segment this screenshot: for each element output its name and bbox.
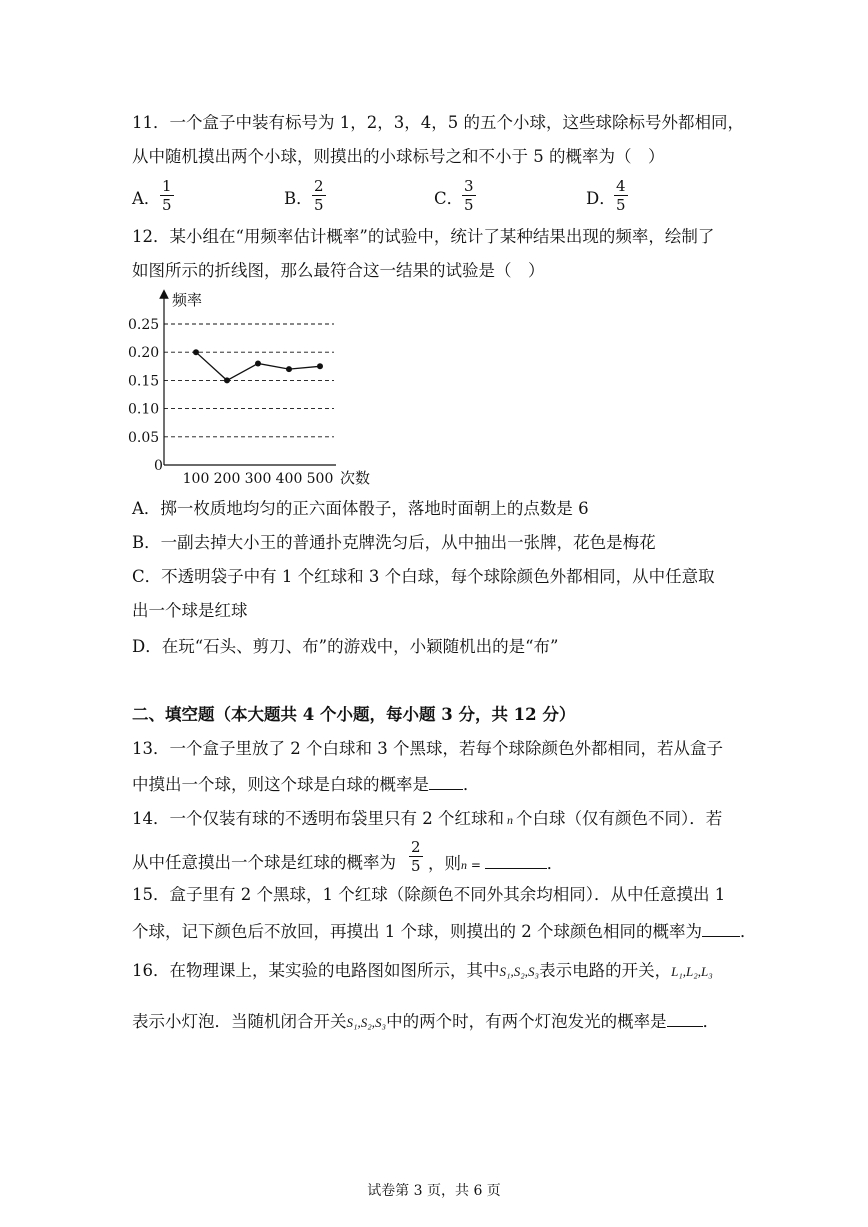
q11-line2: 从中随机摸出两个小球，则摸出的小球标号之和不小于 5 的概率为（ ）	[132, 147, 665, 166]
q12-line2: 如图所示的折线图，那么最符合这一结果的试验是（ ）	[132, 261, 545, 280]
q14-fraction	[409, 838, 423, 875]
fraction-denominator: 5	[314, 196, 324, 214]
data-point	[317, 363, 323, 369]
q14-equation-n: n	[461, 858, 467, 872]
q13-answer-blank[interactable]	[429, 773, 463, 790]
fraction-denominator: 5	[162, 196, 172, 214]
y-tick-labels	[128, 317, 163, 474]
x-axis-label: 次数	[340, 469, 371, 487]
fraction-denominator: 5	[616, 196, 626, 214]
y-tick-label: 0.15	[128, 373, 160, 390]
q11-option-a-fraction	[160, 177, 174, 214]
q16-line2	[132, 1010, 719, 1034]
y-tick-label: 0	[154, 458, 163, 474]
q16-period: ．	[702, 1012, 720, 1031]
q11-option-b-fraction	[312, 177, 326, 214]
q15-answer-blank[interactable]	[702, 920, 740, 937]
q14-period: ．	[546, 854, 564, 873]
fraction-denominator: 5	[411, 857, 421, 875]
q11-option-d-fraction	[614, 177, 628, 214]
q13-line2	[132, 773, 480, 796]
y-axis-label: 频率	[172, 291, 203, 309]
q14-line2-text-b: ，则	[428, 854, 461, 873]
q16-lamp-vars: L₁,L₂,L₃	[671, 964, 713, 979]
q11-line1: 11．一个盒子中装有标号为 1，2，3，4，5 的五个小球，这些球除标号外都相同，	[132, 113, 744, 132]
page-footer: 试卷第 3 页，共 6 页	[367, 1183, 501, 1199]
q14-answer-blank[interactable]	[485, 852, 547, 869]
fraction-numerator: 2	[411, 838, 421, 856]
q12-option-b: B．一副去掉大小王的普通扑克牌洗匀后，从中抽出一张牌，花色是梅花	[132, 533, 656, 552]
data-point	[286, 366, 292, 372]
fraction-numerator: 2	[314, 177, 324, 195]
q14-line2	[132, 852, 396, 874]
q14-line1-text-b: 个白球（仅有颜色不同）．若	[515, 809, 723, 828]
frequency-line-chart	[126, 288, 386, 488]
q12-option-d: D．在玩“石头、剪刀、布”的游戏中，小颖随机出的是“布”	[132, 637, 559, 656]
x-tick-label: 500	[306, 471, 334, 487]
q14-line1-text-a: 14．一个仅装有球的不透明布袋里只有 2 个红球和	[132, 809, 504, 828]
fraction-numerator: 4	[616, 177, 626, 195]
q11-option-b-letter: B．	[284, 189, 313, 208]
q12-option-c-line2: 出一个球是红球	[132, 601, 248, 620]
q15-line1: 15．盒子里有 2 个黑球，1 个红球（除颜色不同外其余均相同）．从中任意摸出 1	[132, 885, 726, 904]
q13-line2-text: 中摸出一个球，则这个球是白球的概率是	[132, 775, 429, 794]
q16-answer-blank[interactable]	[667, 1010, 703, 1027]
q12-option-c-line1: C．不透明袋子中有 1 个红球和 3 个白球，每个球除颜色外都相同，从中任意取	[132, 567, 715, 586]
y-tick-label: 0.20	[128, 345, 160, 362]
q16-switch-vars: S₁,S₂,S₃	[499, 964, 540, 979]
y-tick-label: 0.05	[128, 429, 160, 446]
q12-option-a: A．掷一枚质地均匀的正六面体骰子，落地时面朝上的点数是 6	[132, 499, 589, 518]
q14-equals: =	[467, 858, 485, 872]
y-tick-label: 0.10	[128, 401, 160, 418]
data-point	[224, 377, 230, 383]
data-point	[255, 360, 261, 366]
y-tick-label: 0.25	[128, 317, 160, 333]
fraction-numerator: 3	[464, 177, 474, 195]
chart-gridlines	[164, 324, 334, 437]
data-point	[193, 349, 199, 355]
q14-line1	[132, 808, 722, 831]
q16-line2-text-a: 表示小灯泡．当随机闭合开关	[132, 1012, 347, 1031]
x-tick-label: 200	[213, 471, 241, 487]
x-tick-label: 100	[182, 471, 210, 487]
q14-variable-n: n	[506, 813, 513, 827]
q13-line1: 13．一个盒子里放了 2 个白球和 3 个黑球，若每个球除颜色外都相同，若从盒子	[132, 739, 723, 758]
q15-line2	[132, 920, 756, 943]
fraction-numerator: 1	[162, 177, 172, 195]
chart-series	[193, 349, 323, 383]
section-title: 二、填空题（本大题共 4 个小题，每小题 3 分，共 12 分）	[132, 705, 576, 724]
q16-line2-text-b: 中的两个时，有两个灯泡发光的概率是	[386, 1012, 667, 1031]
q13-period: ．	[463, 775, 480, 794]
q11-option-a-letter: A．	[132, 189, 161, 208]
q15-period: ．	[739, 922, 757, 941]
q15-line2-text: 个球，记下颜色后不放回，再摸出 1 个球，则摸出的 2 个球颜色相同的概率为	[132, 922, 702, 941]
q16-switch-vars-2: S₁,S₂,S₃	[346, 1015, 387, 1030]
q11-option-c-fraction	[462, 177, 476, 214]
q12-line1: 12．某小组在“用频率估计概率”的试验中，统计了某种结果出现的频率，绘制了	[132, 227, 715, 246]
q16-line1-text-b: 表示电路的开关，	[539, 961, 672, 980]
x-tick-label: 300	[244, 471, 272, 487]
q14-line2-text-a: 从中任意摸出一个球是红球的概率为	[132, 853, 396, 872]
fraction-denominator: 5	[464, 196, 474, 214]
q14-line2-end	[428, 852, 563, 876]
x-tick-label: 400	[275, 471, 303, 487]
x-tick-labels	[183, 471, 334, 487]
q16-line1-text-a: 16．在物理课上，某实验的电路图如图所示，其中	[132, 961, 500, 980]
q11-option-c-letter: C．	[434, 189, 464, 208]
q16-line1	[132, 960, 713, 983]
q11-option-d-letter: D．	[586, 189, 616, 208]
